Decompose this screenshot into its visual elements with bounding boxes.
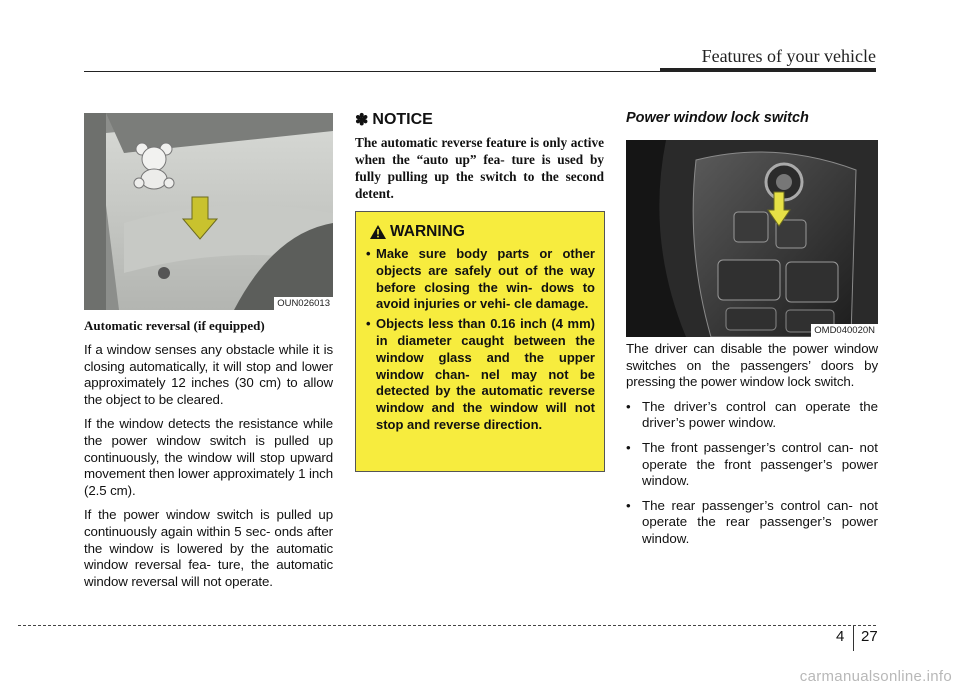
door-switch-panel-illustration <box>626 140 878 337</box>
window-obstacle-illustration <box>84 113 333 310</box>
warning-item-text: Make sure body parts or other objects are safely out of the way before closing the win- dows to avoid injuries or vehi- cle damage. <box>376 246 595 312</box>
section-subhead: Automatic reversal (if equipped) <box>84 318 265 333</box>
warning-triangle-icon <box>370 225 386 239</box>
notice-heading <box>355 110 604 130</box>
list-item <box>626 498 878 548</box>
section-number: 4 <box>836 628 845 645</box>
lock-switch-section <box>626 341 878 556</box>
paragraph: If the power window switch is pulled up continuously again within 5 sec- onds after the window is lowered by the automatic window reversal fea- ture, the automatic window reversal will not operate. <box>84 507 333 589</box>
notice-section <box>355 110 604 202</box>
notice-body: The automatic reverse feature is only active when the “auto up” fea- ture is used by fully pulling up the switch to the second detent. <box>355 135 604 201</box>
paragraph: The driver can disable the power window switches on the passengers’ doors by pressing the power window lock switch. <box>626 341 878 390</box>
page-number: 27 <box>861 628 878 645</box>
asterisk-icon: ✽ <box>355 112 369 129</box>
switch-panel-photo <box>626 140 878 337</box>
figure-code: OUN026013 <box>274 297 333 310</box>
figure-code: OMD040020N <box>811 324 878 337</box>
warning-item <box>366 316 595 434</box>
notice-title: NOTICE <box>372 111 433 128</box>
paragraph: If a window senses any obstacle while it is closing automatically, it will stop and lower approximately 12 inches (30 cm) to allow the object to be cleared. <box>84 342 333 407</box>
window-photo <box>84 113 333 310</box>
list-item-text: The driver’s control can operate the driver’s power window. <box>642 398 878 431</box>
warning-item-text: Objects less than 0.16 inch (4 mm) in diameter caught between the window glass and the upper window chan- nel may not be detected by the automatic reverse window and the window will not stop and reverse direction. <box>376 316 595 432</box>
bullet: • <box>626 497 631 513</box>
automatic-reversal-section <box>84 318 333 598</box>
list-item <box>626 399 878 432</box>
page-header-title: Features of your vehicle <box>701 46 876 66</box>
warning-item <box>366 246 595 313</box>
bullet: • <box>626 398 631 414</box>
watermark: carmanualsonline.info <box>799 668 952 685</box>
bullet: • <box>366 316 371 332</box>
bullet: • <box>366 246 371 261</box>
list-item-text: The rear passenger’s control can- not operate the rear passenger’s power window. <box>642 497 878 546</box>
bullet-list <box>626 399 878 548</box>
footer-rule <box>18 625 876 626</box>
warning-list <box>366 246 595 437</box>
list-item <box>626 440 878 490</box>
page-number-divider <box>853 626 854 651</box>
bullet: • <box>626 439 631 455</box>
header-rule-accent <box>660 68 876 72</box>
warning-heading <box>370 223 465 241</box>
warning-box <box>355 211 605 472</box>
warning-title: WARNING <box>390 223 465 240</box>
lock-switch-heading: Power window lock switch <box>626 110 809 126</box>
paragraph: If the window detects the resistance while the power window switch is pulled up continuously, the window will stop upward movement then lower approximately 1 inch (2.5 cm). <box>84 416 333 498</box>
list-item-text: The front passenger’s control can- not operate the front passenger’s power window. <box>642 439 878 489</box>
